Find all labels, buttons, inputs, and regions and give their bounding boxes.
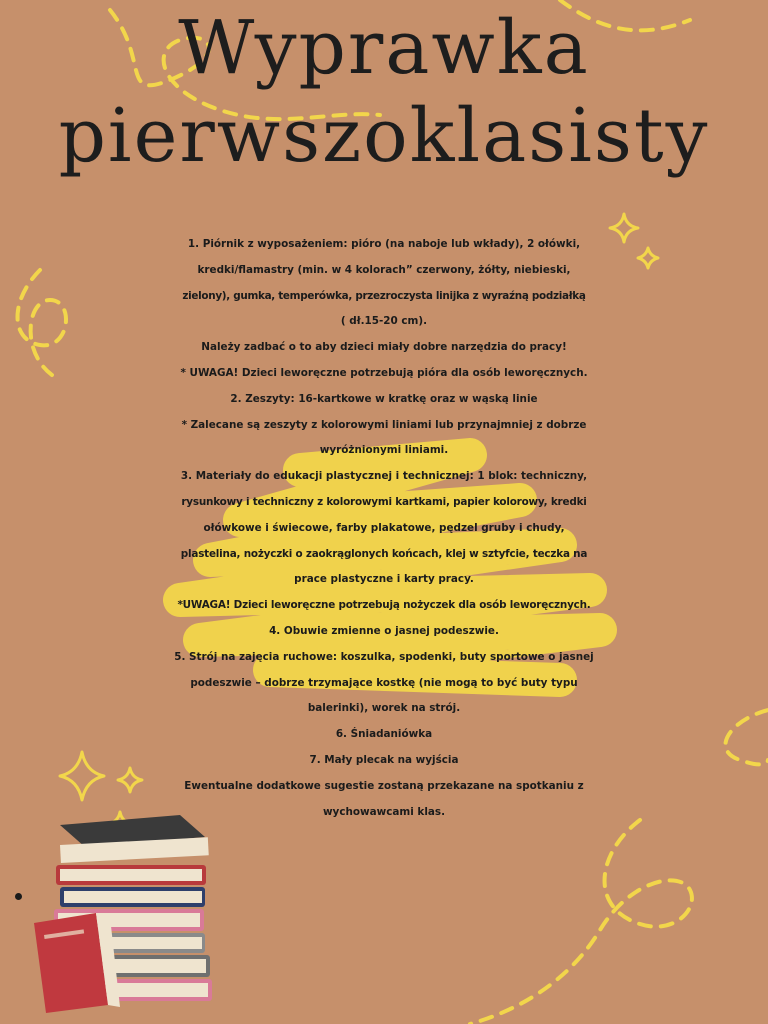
title-line-1: Wyprawka <box>178 5 590 91</box>
list-line: wyróżnionymi liniami. <box>319 444 449 457</box>
supply-list <box>0 232 768 825</box>
list-line: *UWAGA! Dzieci leworęczne potrzebują nożyczek dla osób leworęcznych. <box>177 599 591 612</box>
bullet-icon <box>15 893 22 900</box>
list-line: 4. Obuwie zmienne o jasnej podeszwie. <box>269 624 499 637</box>
list-line: Ewentualne dodatkowe sugestie zostaną przekazane na spotkaniu z <box>184 779 584 792</box>
list-line: * Zalecane są zeszyty z kolorowymi liniami lub przynajmniej z dobrze <box>181 418 587 431</box>
dashed-swirl-bottom <box>470 820 692 1024</box>
list-line: plastelina, nożyczki o zaokrąglonych końcach, klej w sztyfcie, teczka na <box>180 547 588 560</box>
list-line: 1. Piórnik z wyposażeniem: pióro (na naboje lub wkłady), 2 ołówki, <box>187 238 581 250</box>
page-title <box>0 4 768 180</box>
list-line: Należy zadbać o to aby dzieci miały dobre narzędzia do pracy! <box>201 341 567 354</box>
list-line: ołówkowe i świecowe, farby plakatowe, pędzel gruby i chudy, <box>203 521 565 534</box>
list-line: * UWAGA! Dzieci leworęczne potrzebują pióra dla osób leworęcznych. <box>180 366 588 379</box>
list-line: 6. Śniadaniówka <box>335 728 433 741</box>
list-line: ( dł.15-20 cm). <box>340 315 428 328</box>
list-line: wychowawcami klas. <box>322 805 446 818</box>
list-line: kredki/flamastry (min. w 4 kolorach” czerwony, żółty, niebieski, <box>197 263 571 276</box>
list-line: 7. Mały plecak na wyjścia <box>309 753 459 766</box>
list-line: podeszwie – dobrze trzymające kostkę (nie mogą to być buty typu <box>190 676 578 689</box>
books-stack-icon <box>30 805 220 1015</box>
title-line-2: pierwszoklasisty <box>58 93 710 179</box>
list-line: balerinki), worek na strój. <box>307 702 461 715</box>
list-line: 3. Materiały do edukacji plastycznej i technicznej: 1 blok: techniczny, <box>180 470 588 483</box>
list-line: rysunkowy i techniczny z kolorowymi kartkami, papier kolorowy, kredki <box>181 495 587 508</box>
list-line: 2. Zeszyty: 16-kartkowe w kratkę oraz w wąską linie <box>230 392 538 405</box>
list-line: prace plastyczne i karty pracy. <box>294 573 474 586</box>
list-line: zielony), gumka, temperówka, przezroczysta linijka z wyraźną podziałką <box>182 289 586 302</box>
list-line: 5. Strój na zajęcia ruchowe: koszulka, spodenki, buty sportowe o jasnej <box>174 650 594 663</box>
